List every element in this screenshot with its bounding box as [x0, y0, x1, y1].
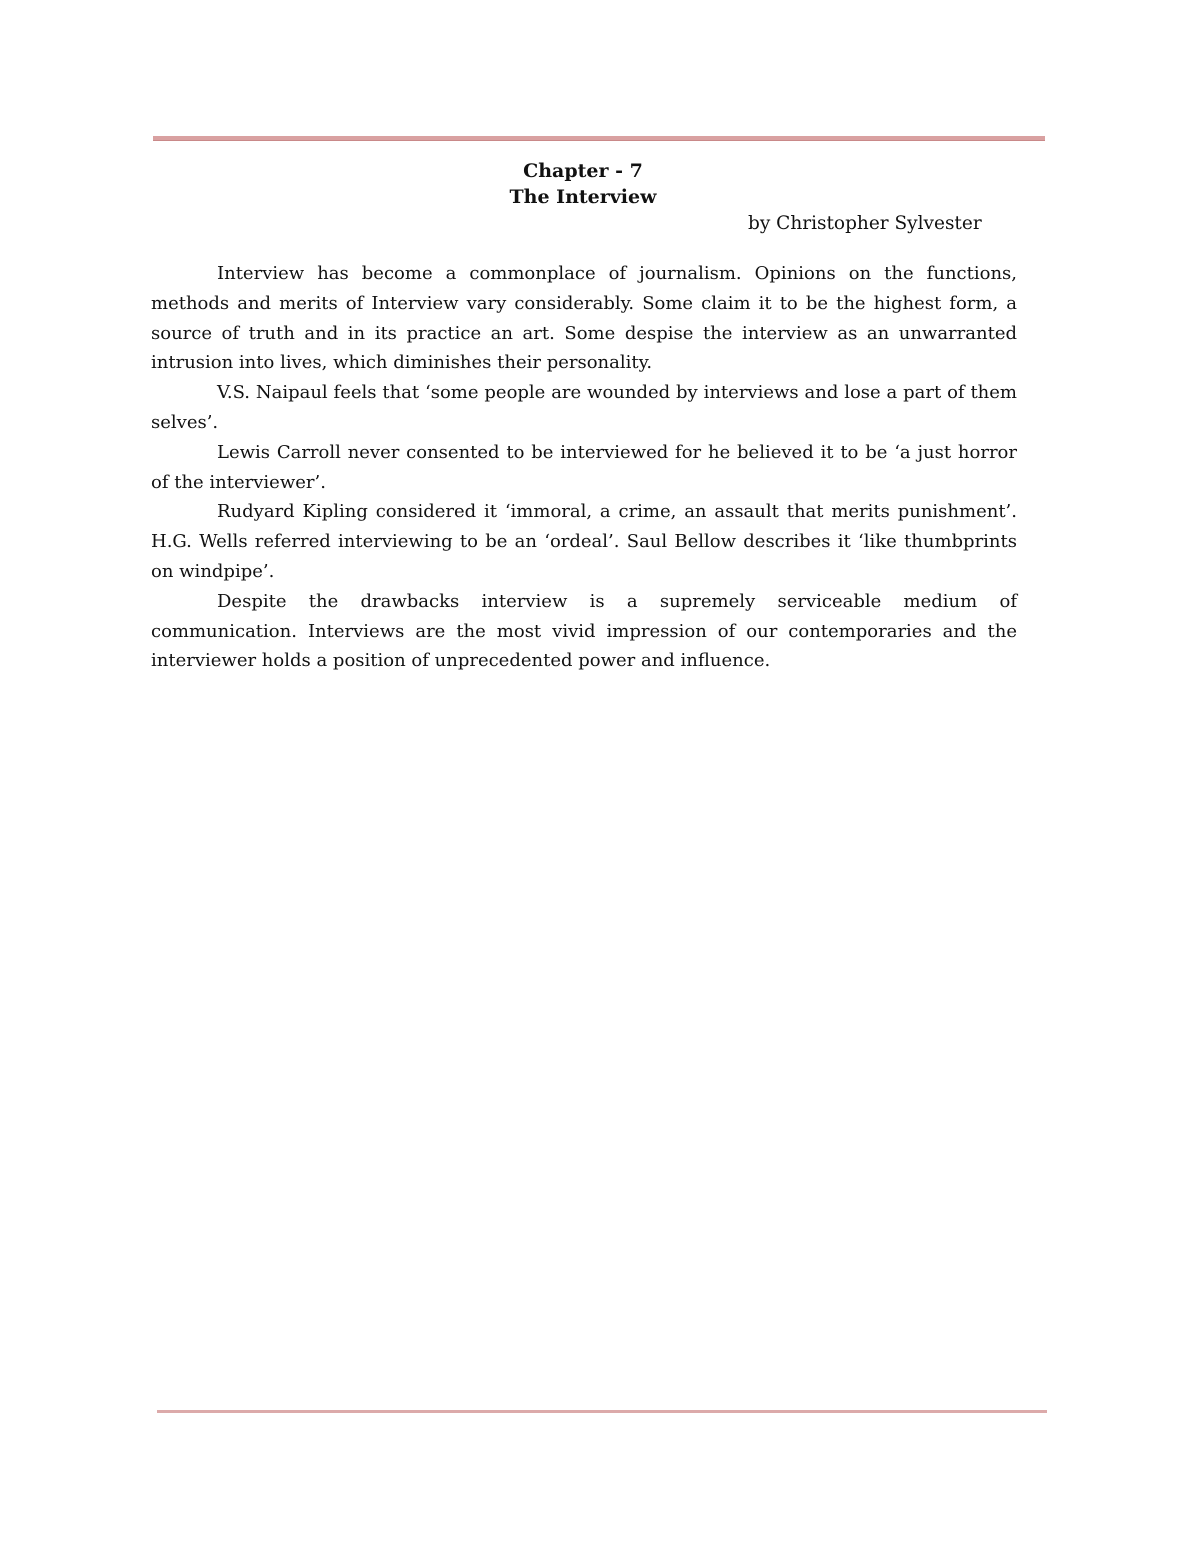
body-text — [151, 259, 1017, 676]
chapter-title: The Interview — [509, 186, 657, 208]
paragraph: Rudyard Kipling considered it ‘immoral, a crime, an assault that merits punishment’. H.G. Wells referred interviewing to be an ‘ordeal’. Saul Bellow describes it ‘like thumbprints on windpipe’. — [151, 501, 1017, 582]
chapter-heading: Chapter - 7 — [523, 160, 643, 182]
header-rule — [153, 136, 1045, 141]
paragraph: V.S. Naipaul feels that ‘some people are wounded by interviews and lose a part of them selves’. — [151, 382, 1017, 433]
paragraph: Despite the drawbacks interview is a supremely serviceable medium of communication. Interviews are the most vivid impression of our contemporaries and the interviewer holds a position of unprecedented power and influence. — [151, 590, 1017, 672]
footer-rule — [157, 1410, 1047, 1413]
paragraph: Interview has become a commonplace of journalism. Opinions on the functions, methods and merits of Interview vary considerably. Some claim it to be the highest form, a source of truth and in its practice an art. Some despise the interview as an unwarranted intrusion into lives, which diminishes their personality. — [151, 263, 1017, 374]
author-byline: by Christopher Sylvester — [748, 213, 982, 234]
paragraph: Lewis Carroll never consented to be interviewed for he believed it to be ‘a just horror of the interviewer’. — [151, 441, 1017, 493]
